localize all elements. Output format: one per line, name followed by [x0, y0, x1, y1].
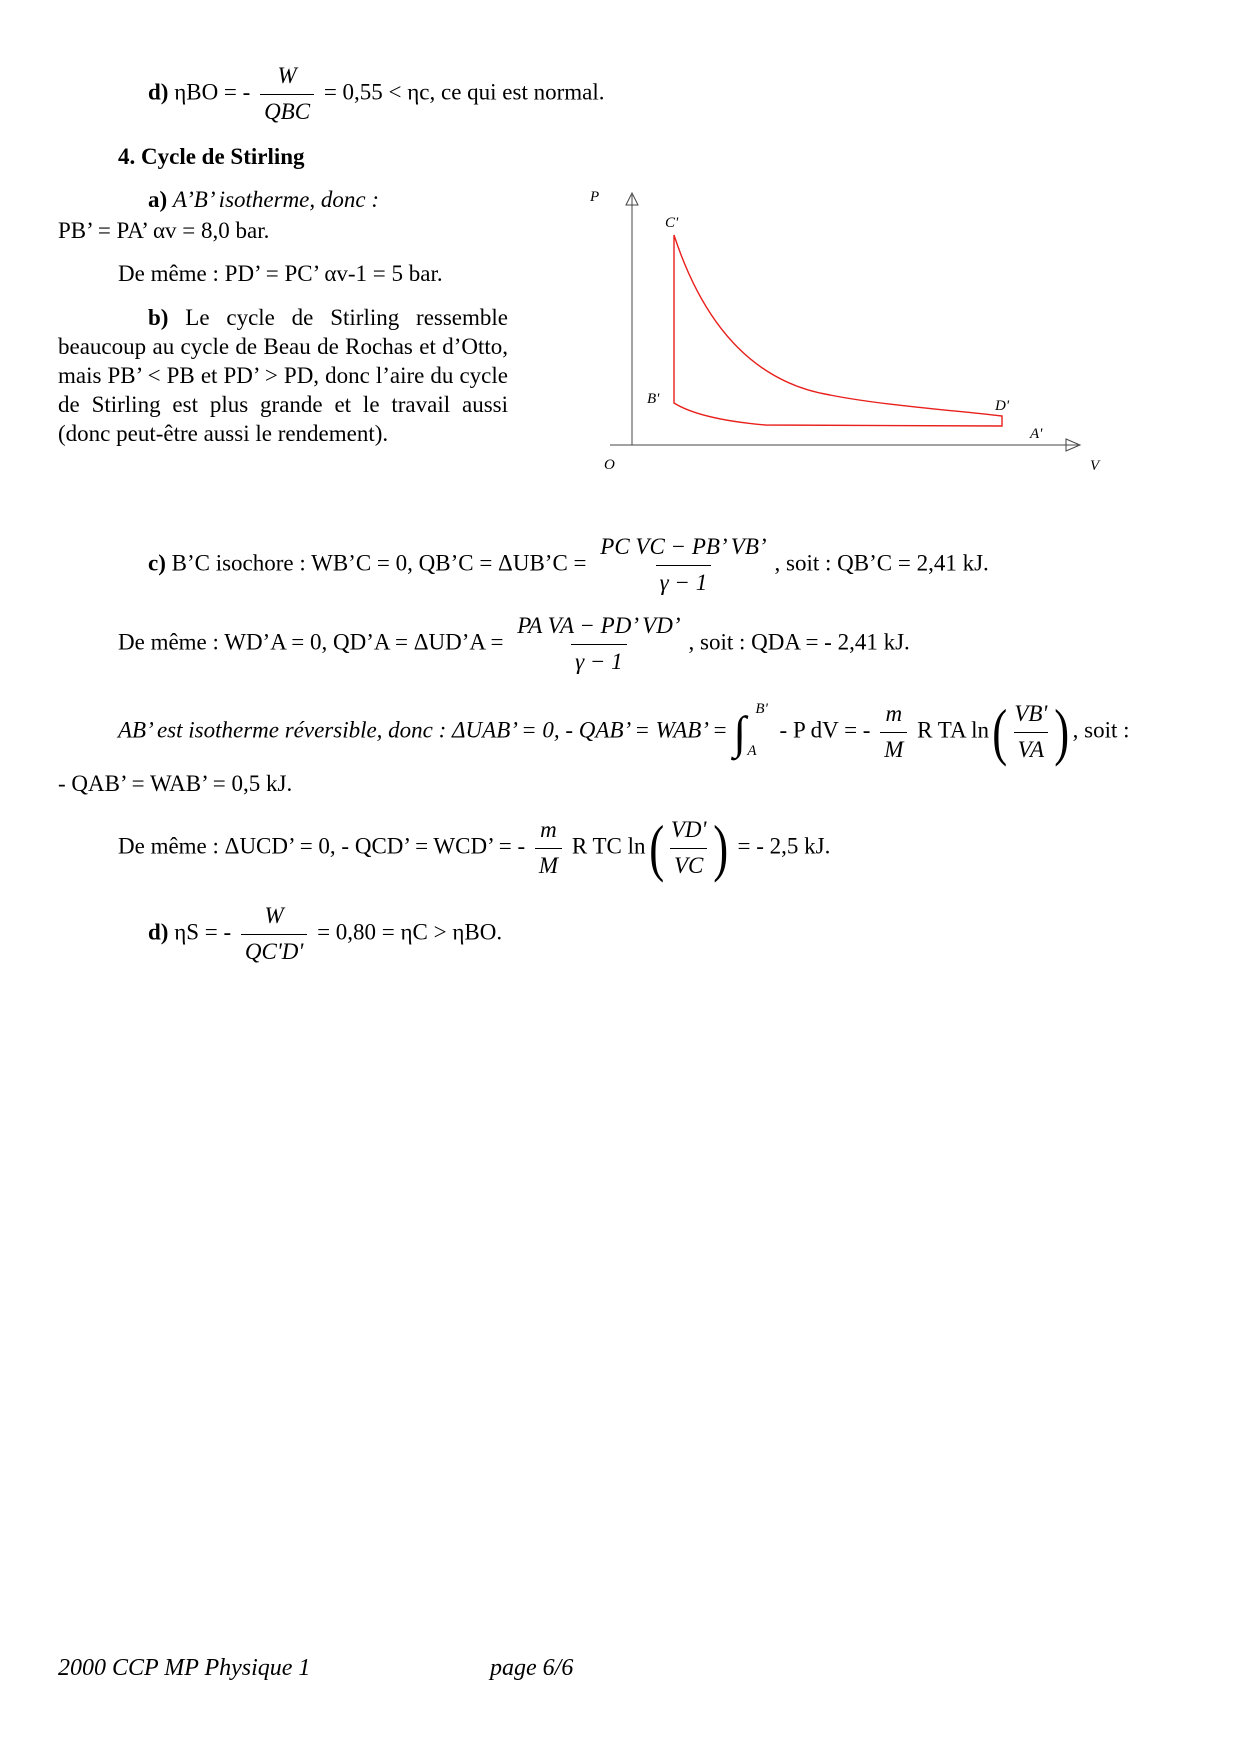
fraction-numerator: m — [885, 701, 903, 726]
fraction-numerator: W — [277, 63, 297, 88]
efficiency-lhs: ηS = - — [174, 919, 232, 945]
eq4-mass-fraction — [535, 816, 562, 881]
footer-page-number: page 6/6 — [490, 1655, 574, 1681]
section-title: 4. Cycle de Stirling — [118, 144, 305, 169]
left-paren-icon: ( — [648, 812, 664, 884]
integral-lower-limit: A — [747, 742, 757, 759]
efficiency-fraction — [241, 902, 307, 967]
fraction-denominator: M — [880, 732, 907, 765]
eq1-tail: , soit : QB’C = 2,41 kJ. — [774, 550, 989, 576]
eq3-mass-fraction — [880, 700, 907, 765]
item-label: d) — [148, 919, 169, 945]
fraction-numerator: m — [540, 817, 557, 842]
efficiency-bo-line — [148, 62, 605, 127]
eq1-lead: B’C isochore : WB’C = 0, QB’C = ΔUB’C = — [171, 550, 587, 576]
part-a-line2: De même : PD’ = PC’ αv-1 = 5 bar. — [118, 261, 443, 286]
part-a-line1: PB’ = PA’ αv = 8,0 bar. — [58, 218, 270, 243]
efficiency-s-line — [148, 902, 502, 967]
stirling-cycle-curve — [674, 235, 1002, 426]
stirling-pv-diagram — [590, 185, 1110, 475]
left-paren-icon: ( — [992, 696, 1008, 768]
efficiency-fraction — [260, 62, 314, 127]
part-a-intro — [148, 186, 379, 215]
fraction-denominator: γ − 1 — [571, 644, 627, 677]
fraction-numerator: W — [264, 903, 284, 928]
efficiency-rhs: = 0,80 = ηC > ηBO. — [317, 919, 503, 945]
part-c-eq1 — [148, 533, 989, 598]
eq4-volume-fraction — [667, 816, 711, 881]
eq3-lead: AB’ est isotherme réversible, donc : ΔUAB’ = 0, - QAB’ = WAB’ = — [118, 717, 728, 743]
efficiency-lhs: ηBO = - — [174, 79, 251, 105]
item-label: b) — [148, 305, 169, 330]
eq3-volume-fraction — [1010, 700, 1051, 765]
point-label-b: B' — [647, 391, 660, 407]
part-c-eq4 — [118, 812, 831, 884]
eq1-fraction — [596, 533, 770, 598]
footer-left: 2000 CCP MP Physique 1 — [58, 1655, 311, 1681]
eq2-fraction — [513, 612, 684, 677]
fraction-numerator: PA VA − PD’ VD’ — [517, 613, 681, 638]
efficiency-rhs: = 0,55 < ηc, ce qui est normal. — [323, 79, 605, 105]
eq3-tail: , soit : — [1072, 717, 1130, 743]
item-label: c) — [148, 550, 166, 576]
fraction-denominator: γ − 1 — [656, 565, 712, 598]
part-b-text: Le cycle de Stirling ressemble beaucoup au cycle de Beau de Rochas et d’Otto, mais PB’ < PB et PD’ > PD, donc l’aire du cycle de Stirling est plus grande et le travail aussi (donc peut-être aussi le rendement). — [58, 305, 509, 446]
eq3-mid: - P dV = - — [779, 717, 871, 743]
right-paren-icon: ) — [1054, 696, 1070, 768]
eq2-tail: , soit : QDA = - 2,41 kJ. — [688, 629, 910, 655]
eq3-rt: R TA ln — [917, 717, 989, 743]
eq4-rt: R TC ln — [571, 833, 646, 859]
axis-label-v: V — [1090, 458, 1100, 474]
fraction-numerator: VD' — [670, 817, 707, 842]
axis-label-p: P — [590, 189, 600, 205]
part-b-paragraph — [58, 303, 508, 448]
origin-label: O — [604, 457, 615, 473]
part-c-eq2 — [118, 612, 910, 677]
part-c-eq3 — [118, 696, 1130, 768]
fraction-denominator: QC'D' — [241, 934, 307, 967]
integral-sign-icon: ∫ B' A — [733, 700, 768, 759]
part-a-text: A’B’ isotherme, donc : — [172, 187, 380, 212]
fraction-numerator: VB' — [1014, 701, 1048, 726]
point-label-c: C' — [665, 215, 679, 231]
eq2-lead: De même : WD’A = 0, QD’A = ΔUD’A = — [118, 629, 504, 655]
point-label-a: A' — [1030, 426, 1043, 442]
eq3-log-argument — [989, 696, 1073, 768]
fraction-denominator: VA — [1014, 732, 1048, 765]
fraction-numerator: PC VC − PB’ VB’ — [600, 534, 767, 559]
integral-upper-limit: B' — [755, 700, 768, 717]
item-label: a) — [148, 187, 168, 212]
item-label: d) — [148, 79, 169, 105]
fraction-denominator: QBC — [260, 94, 314, 127]
eq4-tail: = - 2,5 kJ. — [737, 833, 831, 859]
point-label-d: D' — [995, 398, 1010, 414]
part-c-eq3-result: - QAB’ = WAB’ = 0,5 kJ. — [58, 771, 293, 796]
eq4-log-argument — [646, 812, 732, 884]
right-paren-icon: ) — [713, 812, 729, 884]
fraction-denominator: M — [535, 848, 562, 881]
fraction-denominator: VC — [670, 848, 707, 881]
eq4-lead: De même : ΔUCD’ = 0, - QCD’ = WCD’ = - — [118, 833, 526, 859]
